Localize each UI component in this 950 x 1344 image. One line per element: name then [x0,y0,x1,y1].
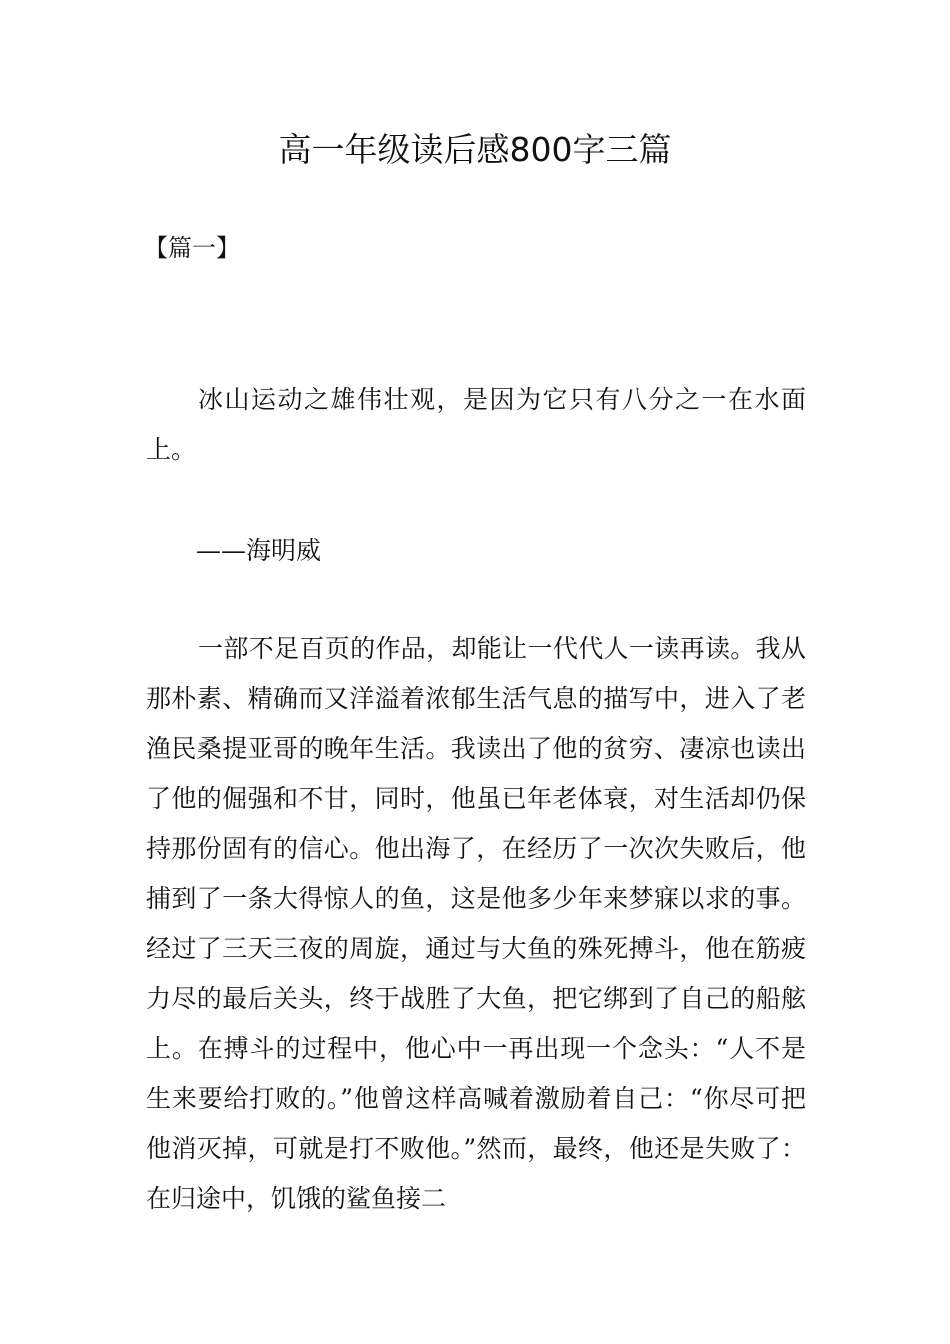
document-title: 高一年级读后感800字三篇 [278,130,672,169]
section-label: 【篇一】 [144,234,240,262]
body-paragraph: 一部不足百页的作品，却能让一代代人一读再读。我从那朴素、精确而又洋溢着浓郁生活气息的描写中，进入了老渔民桑提亚哥的晚年生活。我读出了他的贫穷、凄凉也读出了他的倔强和不甘，同时，他虽已年老体衰，对生活却仍保持那份固有的信心。他出海了，在经历了一次次失败后，他捕到了一条大得惊人的鱼，这是他多少年来梦寐以求的事。经过了三天三夜的周旋，通过与大鱼的殊死搏斗，他在筋疲力尽的最后关头，终于战胜了大鱼，把它绑到了自己的船舷上。在搏斗的过程中，他心中一再出现一个念头：“人不是生来要给打败的。”他曾这样高喊着激励着自己：“你尽可把他消灭掉，可就是打不败他。”然而，最终，他还是失败了：在归途中，饥饿的鲨鱼接二 [146,634,806,1213]
epigraph-quote: 冰山运动之雄伟壮观，是因为它只有八分之一在水面上。 [146,385,806,464]
epigraph-attribution: ——海明威 [196,536,322,565]
